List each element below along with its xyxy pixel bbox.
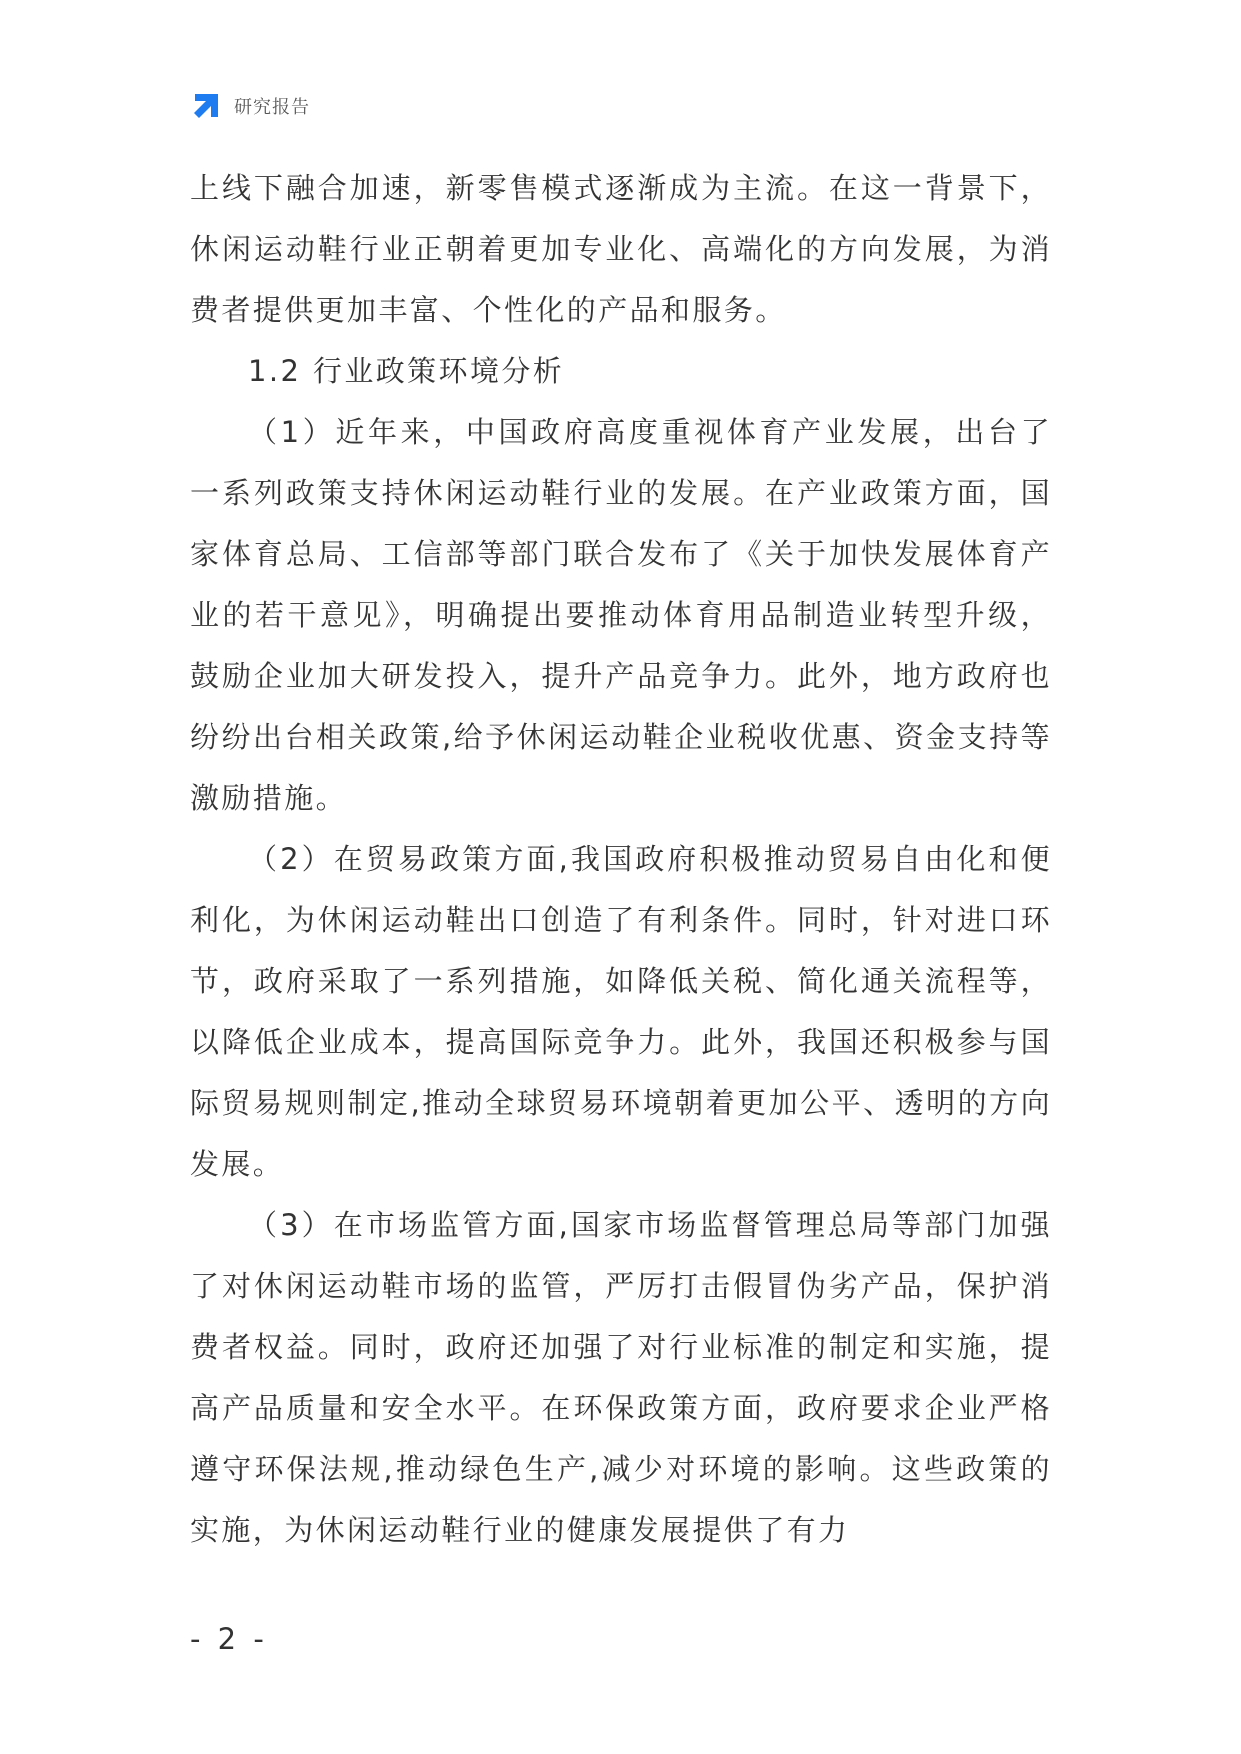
section-heading: 1.2 行业政策环境分析 (248, 354, 565, 388)
policy-paragraph-2: （2）在贸易政策方面,我国政府积极推动贸易自由化和便利化，为休闲运动鞋出口创造了有利条件。同时，针对进口环节，政府采取了一系列措施，如降低关税、简化通关流程等，以降低企业成本，提高国际竞争力。此外，我国还积极参与国际贸易规则制定,推动全球贸易环境朝着更加公平、透明的方向发展。 (190, 842, 1052, 1181)
report-header (190, 88, 310, 124)
policy-paragraph-3: （3）在市场监管方面,国家市场监督管理总局等部门加强了对休闲运动鞋市场的监管，严厉打击假冒伪劣产品，保护消费者权益。同时，政府还加强了对行业标准的制定和实施，提高产品质量和安全水平。在环保政策方面，政府要求企业严格遵守环保法规,推动绿色生产,减少对环境的影响。这些政策的实施，为休闲运动鞋行业的健康发展提供了有力 (190, 1208, 1052, 1547)
arrow-up-right-icon (190, 90, 222, 122)
document-body (190, 158, 1052, 1561)
policy-paragraph-1: （1）近年来，中国政府高度重视体育产业发展，出台了一系列政策支持休闲运动鞋行业的发展。在产业政策方面，国家体育总局、工信部等部门联合发布了《关于加快发展体育产业的若干意见》，明确提出要推动体育用品制造业转型升级，鼓励企业加大研发投入，提升产品竞争力。此外，地方政府也纷纷出台相关政策,给予休闲运动鞋企业税收优惠、资金支持等激励措施。 (190, 415, 1052, 815)
header-title: 研究报告 (234, 97, 310, 118)
intro-paragraph: 上线下融合加速，新零售模式逐渐成为主流。在这一背景下，休闲运动鞋行业正朝着更加专业化、高端化的方向发展，为消费者提供更加丰富、个性化的产品和服务。 (190, 171, 1052, 327)
page-number: - 2 - (190, 1622, 268, 1656)
